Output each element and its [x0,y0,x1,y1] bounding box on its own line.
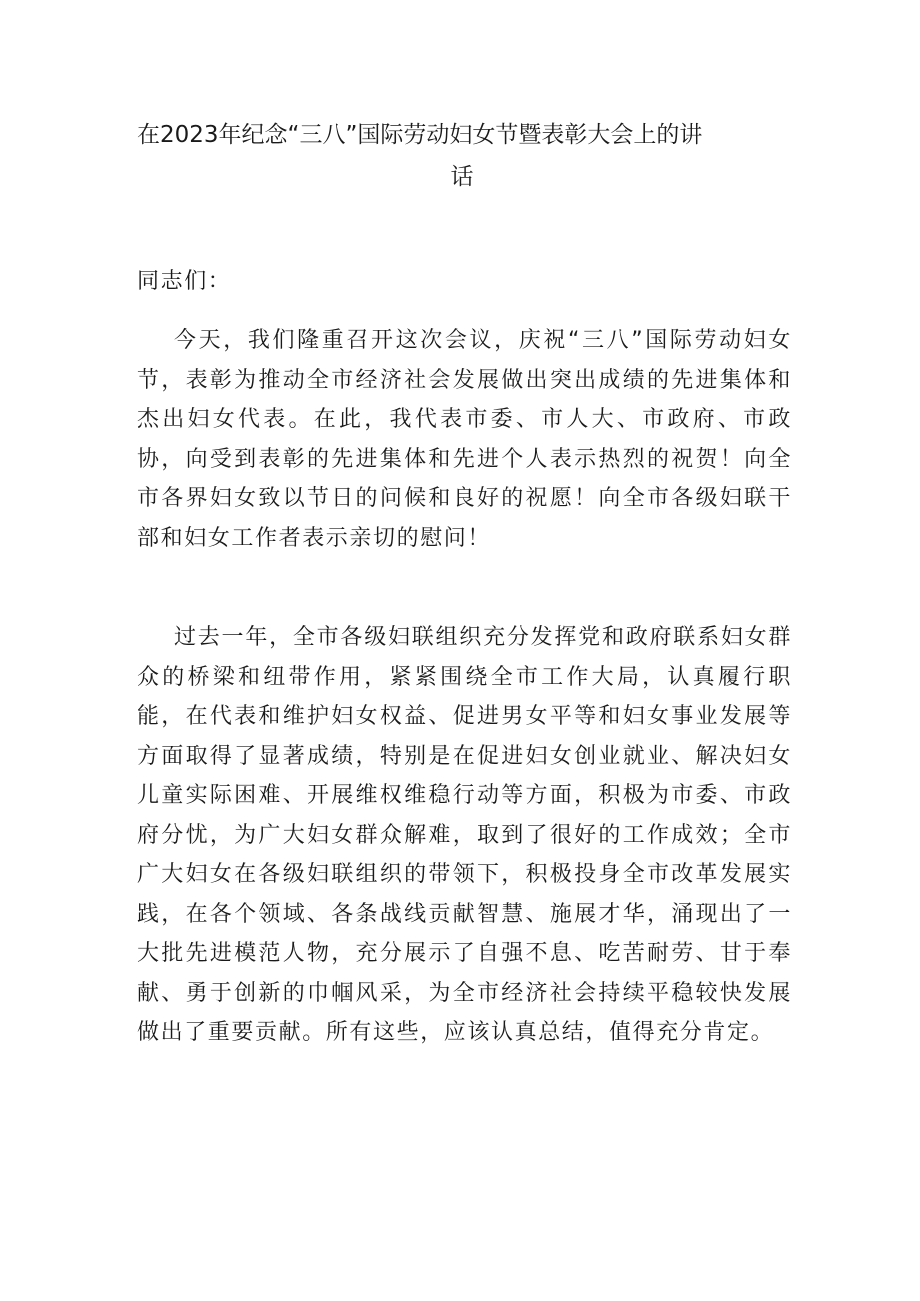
document-title [137,114,787,190]
title-line-1: 在2023年纪念“三八”国际劳动妇女节暨表彰大会上的讲 [137,122,703,148]
salutation: 同志们： [137,269,232,294]
paragraph-2: 过去一年，全市各级妇联组织充分发挥党和政府联系妇女群众的桥梁和纽带作用，紧紧围绕全市工作大局，认真履行职能，在代表和维护妇女权益、促进男女平等和妇女事业发展等方面取得了显著成绩，特别是在促进妇女创业就业、解决妇女儿童实际困难、开展维权维稳行动等方面，积极为市委、市政府分忧，为广大妇女群众解难，取到了很好的工作成效；全市广大妇女在各级妇联组织的带领下，积极投身全市改革发展实践，在各个领域、各条战线贡献智慧、施展才华，涌现出了一大批先进模范人物，充分展示了自强不息、吃苦耐劳、甘于奉献、勇于创新的巾帼风采，为全市经济社会持续平稳较快发展做出了重要贡献。所有这些，应该认真总结，值得充分肯定。 [137,625,792,1045]
title-line-2: 话 [450,164,474,190]
paragraph-1: 今天，我们隆重召开这次会议，庆祝“三八”国际劳动妇女节，表彰为推动全市经济社会发展做出突出成绩的先进集体和杰出妇女代表。在此，我代表市委、市人大、市政府、市政协，向受到表彰的先进集体和先进个人表示热烈的祝贺！向全市各界妇女致以节日的问候和良好的祝愿！向全市各级妇联干部和妇女工作者表示亲切的慰问！ [137,328,792,551]
